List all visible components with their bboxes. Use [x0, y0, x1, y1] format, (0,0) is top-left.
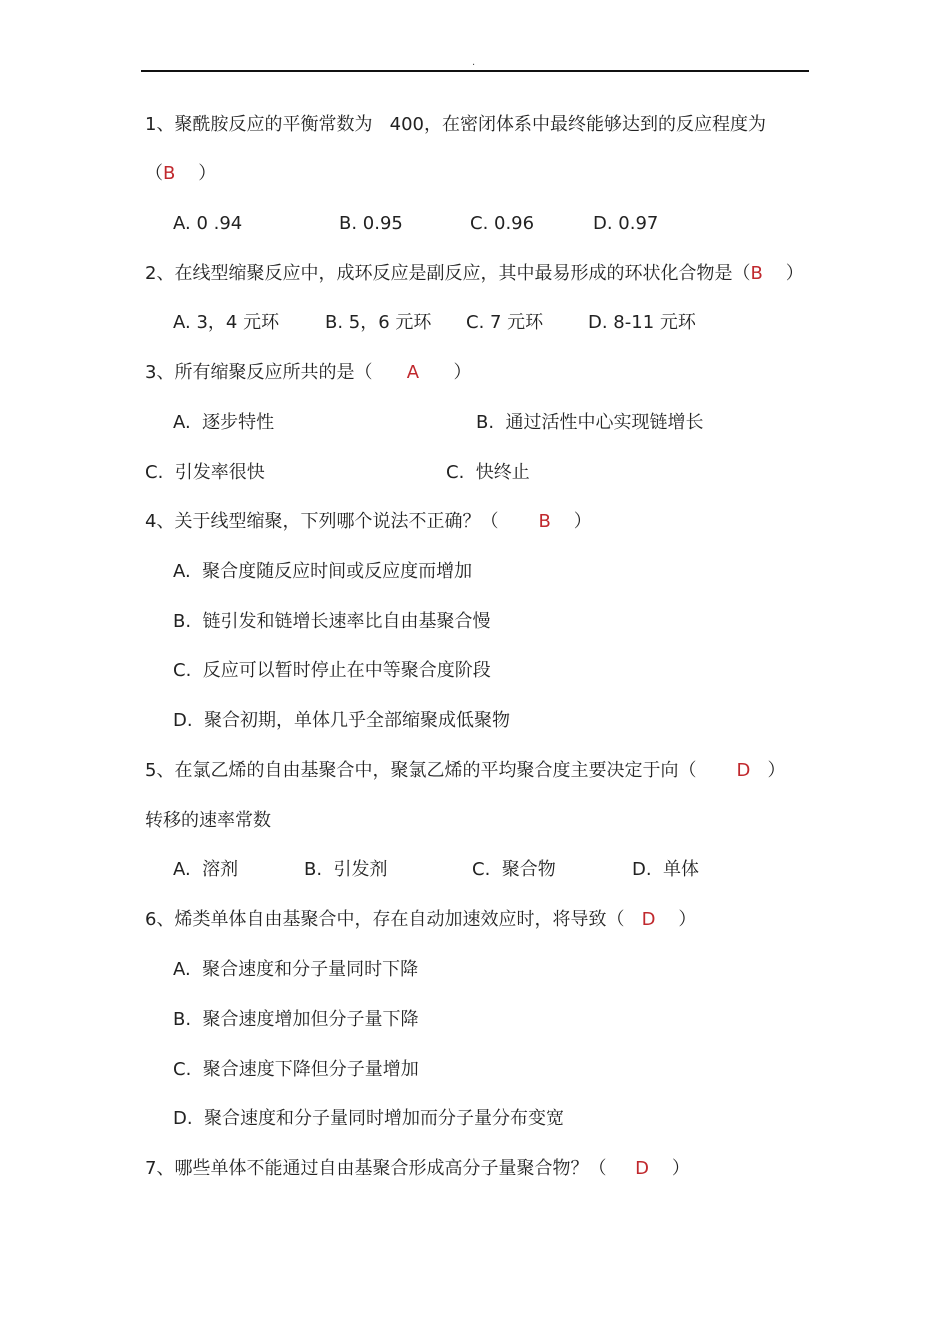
question-4-option-a: A. 聚合度随反应时间或反应度而增加: [173, 561, 473, 582]
question-2-option-a: A. 3，4 元环: [173, 312, 280, 333]
question-4-option-c: C. 反应可以暂时停止在中等聚合度阶段: [173, 660, 491, 681]
header-rule: [141, 70, 809, 72]
question-1-option-c: C. 0.96: [470, 213, 535, 234]
question-3-stem: 3、所有缩聚反应所共的是（ A ）: [145, 362, 472, 383]
question-5-option-d: D. 单体: [632, 859, 700, 880]
question-3-answer: A: [406, 362, 420, 383]
header-dot: .: [472, 57, 476, 68]
question-5-answer: D: [736, 760, 751, 781]
question-1-option-d: D. 0.97: [593, 213, 659, 234]
question-5-option-c: C. 聚合物: [472, 859, 556, 880]
question-6-option-b: B. 聚合速度增加但分子量下降: [173, 1009, 419, 1030]
question-4-option-d: D. 聚合初期，单体几乎全部缩聚成低聚物: [173, 710, 511, 731]
question-1-answer-line: （B ）: [145, 163, 217, 184]
question-7-answer: D: [635, 1158, 649, 1179]
question-2-option-b: B. 5，6 元环: [325, 312, 432, 333]
question-1-option-a: A. 0 .94: [173, 213, 243, 234]
question-1-option-b: B. 0.95: [339, 213, 403, 234]
question-4-answer: B: [538, 511, 551, 532]
question-2-option-d: D. 8-11 元环: [588, 312, 696, 333]
question-6-option-c: C. 聚合速度下降但分子量增加: [173, 1059, 419, 1080]
question-3-option-a: A. 逐步特性: [173, 412, 275, 433]
question-3-option-c: C. 引发率很快: [145, 462, 265, 483]
question-3-option-b: B. 通过活性中心实现链增长: [476, 412, 704, 433]
question-2-option-c: C. 7 元环: [466, 312, 544, 333]
question-2-stem: 2、在线型缩聚反应中，成环反应是副反应，其中最易形成的环状化合物是（B ）: [145, 263, 804, 284]
question-1-answer: B: [163, 163, 176, 184]
question-6-stem: 6、烯类单体自由基聚合中，存在自动加速效应时，将导致（ D ）: [145, 909, 697, 930]
question-4-option-b: B. 链引发和链增长速率比自由基聚合慢: [173, 611, 491, 632]
question-6-answer: D: [641, 909, 656, 930]
question-3-option-d: C. 快终止: [446, 462, 530, 483]
question-2-answer: B: [750, 263, 763, 284]
question-5-option-a: A. 溶剂: [173, 859, 239, 880]
question-7-stem: 7、哪些单体不能通过自由基聚合形成高分子量聚合物？（ D ）: [145, 1158, 690, 1179]
question-4-stem: 4、关于线型缩聚，下列哪个说法不正确？（ B ）: [145, 511, 592, 532]
question-5-stem: 5、在氯乙烯的自由基聚合中，聚氯乙烯的平均聚合度主要决定于向（ D ）: [145, 760, 786, 781]
question-1-stem: 1、聚酰胺反应的平衡常数为 400，在密闭体系中最终能够达到的反应程度为: [145, 114, 766, 135]
question-6-option-a: A. 聚合速度和分子量同时下降: [173, 959, 419, 980]
question-5-stem-continued: 转移的速率常数: [145, 810, 271, 831]
question-6-option-d: D. 聚合速度和分子量同时增加而分子量分布变宽: [173, 1108, 565, 1129]
question-5-option-b: B. 引发剂: [304, 859, 388, 880]
